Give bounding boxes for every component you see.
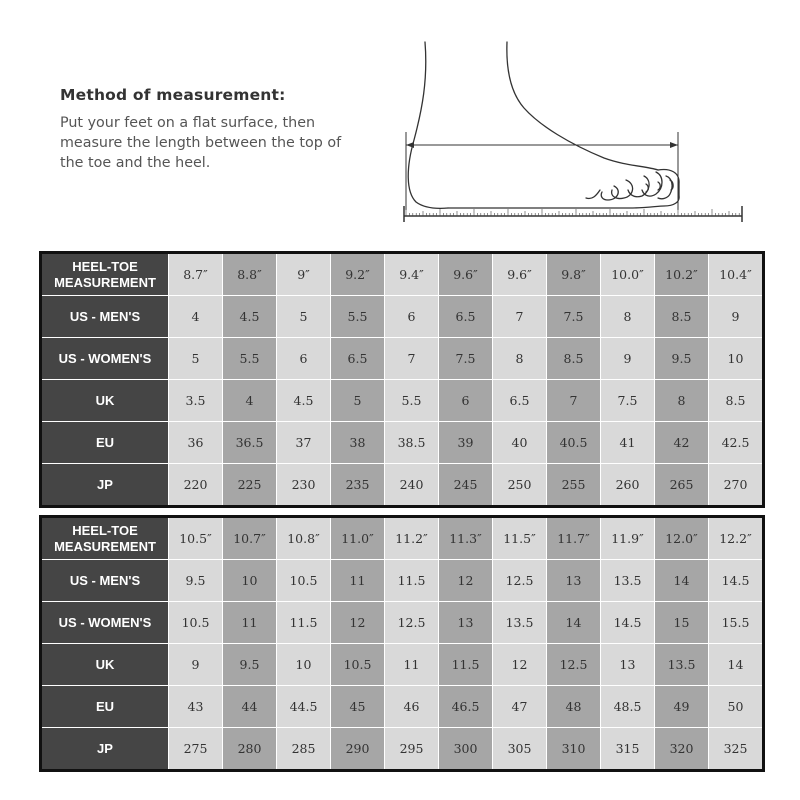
size-cell: 5 (169, 338, 223, 380)
row-label-line: MEASUREMENT (54, 274, 156, 290)
size-cell: 295 (385, 728, 439, 771)
size-cell: 13 (601, 644, 655, 686)
size-cell: 12.5 (385, 602, 439, 644)
size-cell: 12 (331, 602, 385, 644)
size-cell: 14.5 (601, 602, 655, 644)
size-cell: 10.2″ (655, 253, 709, 296)
size-cell: 8.7″ (169, 253, 223, 296)
size-cell: 8.5 (655, 296, 709, 338)
size-cell: 12.2″ (709, 517, 764, 560)
size-cell: 43 (169, 686, 223, 728)
size-cell: 300 (439, 728, 493, 771)
size-cell: 5.5 (331, 296, 385, 338)
size-cell: 285 (277, 728, 331, 771)
size-cell: 48.5 (601, 686, 655, 728)
size-cell: 265 (655, 464, 709, 507)
instructions-line: Put your feet on a flat surface, then (60, 115, 316, 131)
row-label (41, 253, 169, 296)
uk-row (41, 644, 764, 686)
size-cell: 36 (169, 422, 223, 464)
size-cell: 12.5 (493, 560, 547, 602)
size-cell: 40.5 (547, 422, 601, 464)
size-cell: 47 (493, 686, 547, 728)
eu-row (41, 686, 764, 728)
instructions-line: the toe and the heel. (60, 155, 211, 171)
size-cell: 5 (277, 296, 331, 338)
row-label-line: JP (97, 740, 113, 756)
size-cell: 13 (439, 602, 493, 644)
size-cell: 12 (493, 644, 547, 686)
size-cell: 290 (331, 728, 385, 771)
size-cell: 10.5 (277, 560, 331, 602)
size-cell: 5.5 (385, 380, 439, 422)
size-cell: 14 (709, 644, 764, 686)
row-label (41, 560, 169, 602)
size-cell: 10.4″ (709, 253, 764, 296)
size-cell: 41 (601, 422, 655, 464)
size-cell: 46 (385, 686, 439, 728)
size-cell: 4 (223, 380, 277, 422)
size-cell: 11.0″ (331, 517, 385, 560)
row-label (41, 728, 169, 771)
size-chart-table-1 (39, 251, 765, 508)
row-label-line: EU (95, 434, 115, 450)
size-cell: 9.6″ (493, 253, 547, 296)
size-cell: 15 (655, 602, 709, 644)
size-cell: 11 (331, 560, 385, 602)
size-cell: 11 (223, 602, 277, 644)
size-cell: 9.4″ (385, 253, 439, 296)
size-cell: 10 (277, 644, 331, 686)
row-label-line: UK (95, 656, 115, 672)
size-cell: 15.5 (709, 602, 764, 644)
size-cell: 270 (709, 464, 764, 507)
size-cell: 37 (277, 422, 331, 464)
size-cell: 13.5 (493, 602, 547, 644)
size-cell: 14.5 (709, 560, 764, 602)
size-cell: 7 (385, 338, 439, 380)
size-cell: 38.5 (385, 422, 439, 464)
size-cell: 6 (439, 380, 493, 422)
us-mens-row (41, 560, 764, 602)
row-label (41, 644, 169, 686)
size-cell: 10.7″ (223, 517, 277, 560)
size-cell: 250 (493, 464, 547, 507)
size-cell: 11.5″ (493, 517, 547, 560)
size-cell: 36.5 (223, 422, 277, 464)
size-cell: 8.8″ (223, 253, 277, 296)
size-cell: 46.5 (439, 686, 493, 728)
measurement-instructions (60, 86, 380, 173)
size-cell: 225 (223, 464, 277, 507)
row-label-line: HEEL-TOE (72, 258, 138, 274)
instructions-text (60, 113, 380, 173)
size-cell: 14 (655, 560, 709, 602)
size-cell: 280 (223, 728, 277, 771)
size-cell: 12.0″ (655, 517, 709, 560)
size-cell: 9 (709, 296, 764, 338)
size-cell: 10.5 (331, 644, 385, 686)
size-cell: 14 (547, 602, 601, 644)
size-cell: 260 (601, 464, 655, 507)
row-label (41, 338, 169, 380)
size-cell: 235 (331, 464, 385, 507)
row-label-line: US - MEN'S (69, 308, 141, 324)
size-cell: 13.5 (655, 644, 709, 686)
row-label (41, 464, 169, 507)
size-cell: 11.5 (439, 644, 493, 686)
size-cell: 10.0″ (601, 253, 655, 296)
size-cell: 11.3″ (439, 517, 493, 560)
instructions-line: measure the length between the top of (60, 135, 342, 151)
size-cell: 4 (169, 296, 223, 338)
size-cell: 4.5 (277, 380, 331, 422)
size-cell: 6 (277, 338, 331, 380)
size-cell: 48 (547, 686, 601, 728)
size-cell: 7.5 (439, 338, 493, 380)
size-cell: 13 (547, 560, 601, 602)
size-cell: 12.5 (547, 644, 601, 686)
size-cell: 11.7″ (547, 517, 601, 560)
size-cell: 5 (331, 380, 385, 422)
row-label (41, 422, 169, 464)
size-cell: 9.5 (169, 560, 223, 602)
size-cell: 320 (655, 728, 709, 771)
size-cell: 315 (601, 728, 655, 771)
size-cell: 6.5 (439, 296, 493, 338)
size-cell: 6.5 (493, 380, 547, 422)
size-cell: 3.5 (169, 380, 223, 422)
size-cell: 50 (709, 686, 764, 728)
size-cell: 8 (493, 338, 547, 380)
size-cell: 7 (493, 296, 547, 338)
eu-row (41, 422, 764, 464)
heel-toe-row (41, 253, 764, 296)
size-cell: 10.5″ (169, 517, 223, 560)
size-cell: 275 (169, 728, 223, 771)
size-chart-table-2 (39, 515, 765, 772)
size-cell: 42 (655, 422, 709, 464)
row-label-line: MEASUREMENT (54, 538, 156, 554)
size-cell: 10 (223, 560, 277, 602)
row-label (41, 380, 169, 422)
size-cell: 9.6″ (439, 253, 493, 296)
row-label-line: US - WOMEN'S (58, 350, 152, 366)
size-cell: 7.5 (601, 380, 655, 422)
heel-toe-row (41, 517, 764, 560)
size-cell: 44 (223, 686, 277, 728)
row-label-line: JP (97, 476, 113, 492)
size-cell: 9.2″ (331, 253, 385, 296)
size-cell: 10 (709, 338, 764, 380)
size-cell: 220 (169, 464, 223, 507)
size-cell: 9 (601, 338, 655, 380)
size-cell: 40 (493, 422, 547, 464)
size-cell: 5.5 (223, 338, 277, 380)
size-cell: 44.5 (277, 686, 331, 728)
row-label-line: EU (95, 698, 115, 714)
row-label (41, 602, 169, 644)
size-cell: 11.9″ (601, 517, 655, 560)
size-cell: 6.5 (331, 338, 385, 380)
row-label (41, 686, 169, 728)
size-cell: 8.5 (547, 338, 601, 380)
uk-row (41, 380, 764, 422)
size-cell: 230 (277, 464, 331, 507)
size-cell: 49 (655, 686, 709, 728)
row-label (41, 296, 169, 338)
size-cell: 8.5 (709, 380, 764, 422)
us-womens-row (41, 602, 764, 644)
size-cell: 45 (331, 686, 385, 728)
size-cell: 4.5 (223, 296, 277, 338)
row-label (41, 517, 169, 560)
size-cell: 255 (547, 464, 601, 507)
size-cell: 9.5 (223, 644, 277, 686)
jp-row (41, 464, 764, 507)
row-label-line: HEEL-TOE (72, 522, 138, 538)
size-cell: 8 (655, 380, 709, 422)
size-cell: 11.5 (277, 602, 331, 644)
size-cell: 245 (439, 464, 493, 507)
row-label-line: UK (95, 392, 115, 408)
size-cell: 38 (331, 422, 385, 464)
size-cell: 11 (385, 644, 439, 686)
size-cell: 9.8″ (547, 253, 601, 296)
size-cell: 9 (169, 644, 223, 686)
size-cell: 10.8″ (277, 517, 331, 560)
size-cell: 11.2″ (385, 517, 439, 560)
size-cell: 12 (439, 560, 493, 602)
size-cell: 6 (385, 296, 439, 338)
size-cell: 9.5 (655, 338, 709, 380)
us-mens-row (41, 296, 764, 338)
us-womens-row (41, 338, 764, 380)
instructions-title: Method of measurement: (60, 86, 286, 104)
size-cell: 7 (547, 380, 601, 422)
size-cell: 39 (439, 422, 493, 464)
size-cell: 240 (385, 464, 439, 507)
row-label-line: US - MEN'S (69, 572, 141, 588)
size-cell: 310 (547, 728, 601, 771)
size-cell: 10.5 (169, 602, 223, 644)
size-cell: 8 (601, 296, 655, 338)
size-cell: 9″ (277, 253, 331, 296)
row-label-line: US - WOMEN'S (58, 614, 152, 630)
size-cell: 7.5 (547, 296, 601, 338)
size-cell: 42.5 (709, 422, 764, 464)
size-cell: 11.5 (385, 560, 439, 602)
size-cell: 305 (493, 728, 547, 771)
size-cell: 325 (709, 728, 764, 771)
jp-row (41, 728, 764, 771)
foot-measurement-icon (400, 40, 746, 226)
size-cell: 13.5 (601, 560, 655, 602)
